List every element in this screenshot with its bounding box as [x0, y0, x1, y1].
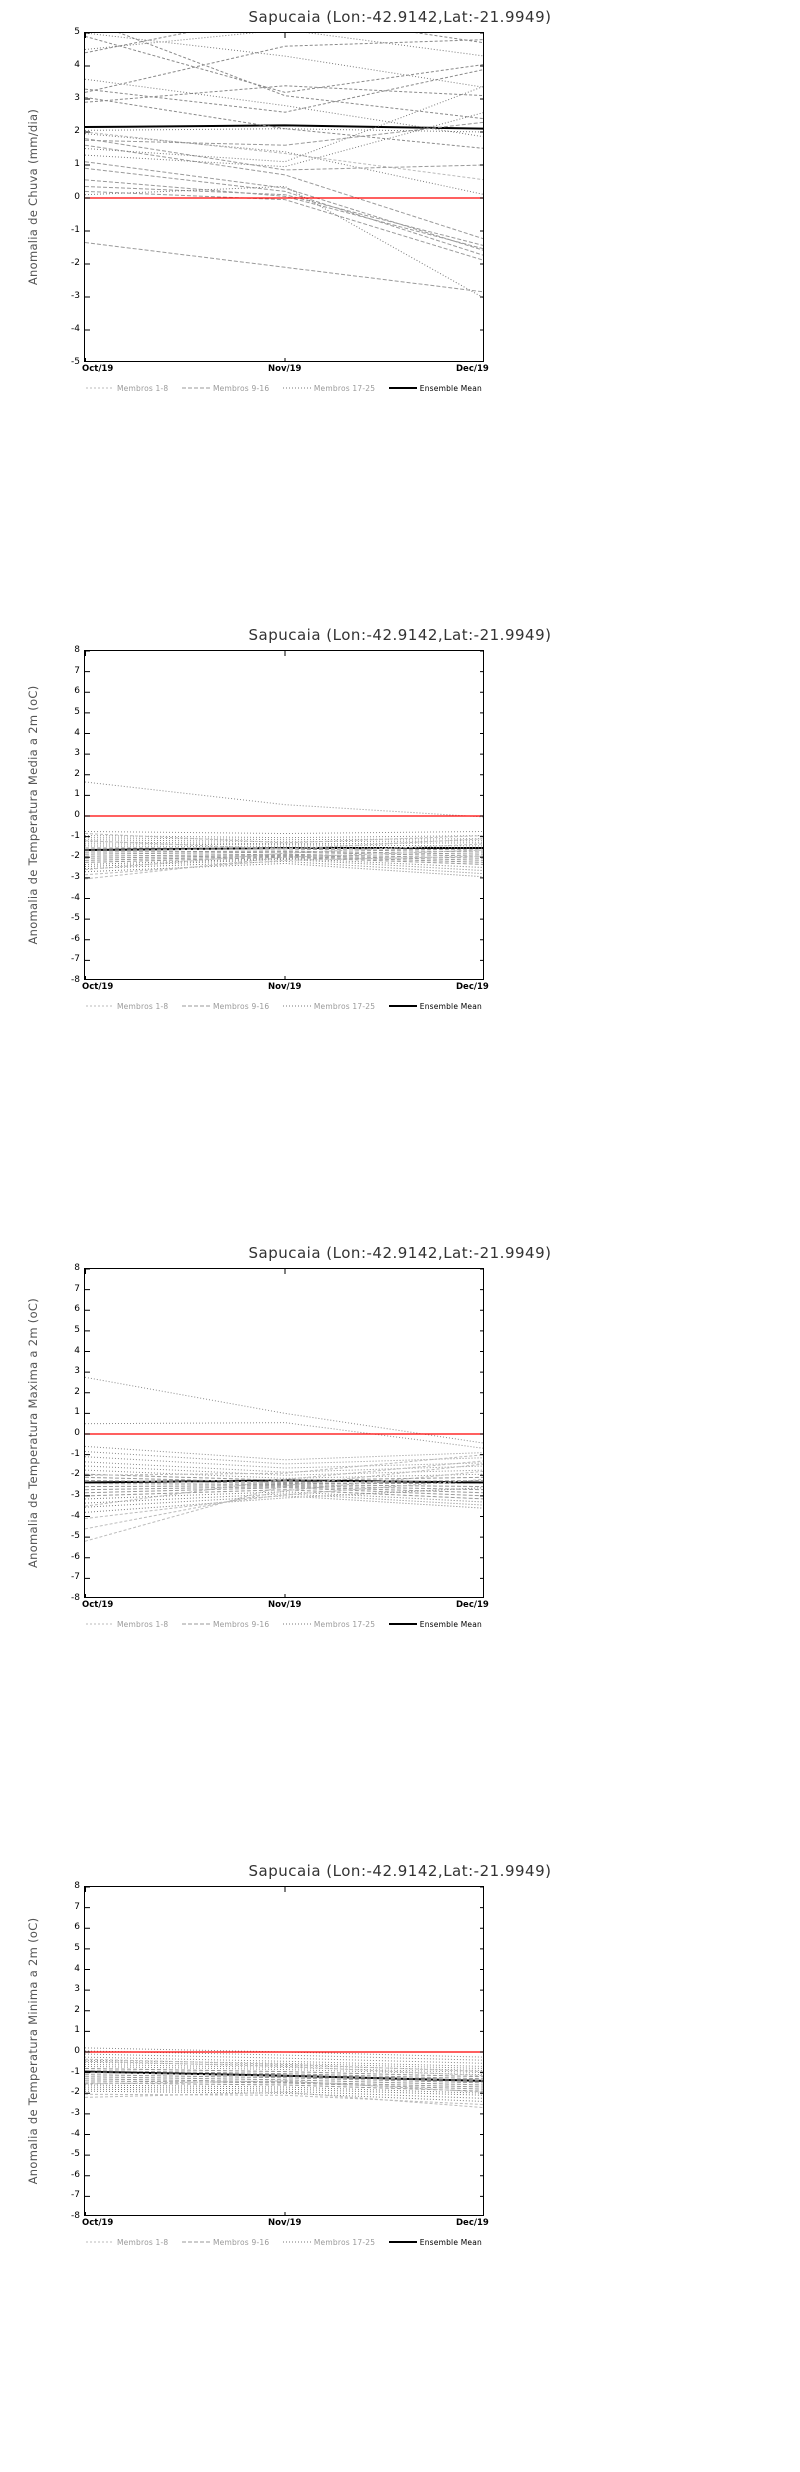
- y-axis-tick-label: 1: [74, 789, 80, 800]
- legend-swatch-icon: [283, 1621, 311, 1627]
- y-axis-tick-label: 7: [74, 1901, 80, 1912]
- y-axis-tick-label: 0: [74, 1428, 80, 1438]
- legend-label: Ensemble Mean: [419, 1001, 482, 1011]
- y-axis-tick-label: -3: [71, 291, 80, 301]
- legend-swatch-icon: [86, 2239, 114, 2245]
- y-axis-tick-label: 1: [74, 159, 80, 169]
- legend-swatch-icon: [86, 1003, 114, 1009]
- y-axis-tick-label: 2: [74, 2004, 80, 2015]
- series-line: [85, 836, 484, 838]
- chart-legend: [84, 2234, 484, 2250]
- legend-swatch-icon: [389, 1003, 417, 1009]
- y-axis-tick-label: 6: [74, 1304, 80, 1315]
- series-line: [85, 838, 484, 840]
- legend-item: [389, 2238, 482, 2247]
- legend-label: Ensemble Mean: [419, 2237, 482, 2247]
- legend-label: Membros 1-8: [117, 1619, 169, 1629]
- legend-label: Ensemble Mean: [419, 383, 482, 393]
- legend-item: [86, 1620, 168, 1629]
- series-line: [85, 858, 484, 867]
- y-axis-tick-label: -1: [71, 2066, 80, 2077]
- legend-swatch-icon: [182, 1621, 210, 1627]
- legend-label: Membros 1-8: [117, 383, 169, 393]
- x-axis-tick-label: Nov/19: [268, 982, 302, 992]
- chart-legend: [84, 380, 484, 396]
- legend-swatch-icon: [389, 2239, 417, 2245]
- y-axis-ticks: [54, 645, 80, 985]
- x-axis-tick-label: Nov/19: [268, 2218, 302, 2228]
- chart-panel-3: [0, 1854, 800, 2472]
- legend-label: Membros 17-25: [313, 1619, 376, 1629]
- legend-swatch-icon: [283, 2239, 311, 2245]
- legend-item: [283, 2238, 375, 2247]
- y-axis-ticks: [54, 1263, 80, 1603]
- y-axis-ticks: [54, 27, 80, 367]
- series-line: [85, 842, 484, 844]
- series-line: [85, 2092, 484, 2107]
- chart-panel-2: [0, 1236, 800, 1854]
- x-axis-tick-label: Oct/19: [82, 2218, 114, 2228]
- x-axis-tick-label: Dec/19: [456, 982, 489, 992]
- legend-item: [182, 384, 269, 393]
- series-line: [85, 1452, 484, 1464]
- x-axis-ticks: [0, 1600, 800, 1614]
- y-axis-tick-label: -7: [71, 1572, 80, 1583]
- legend-item: [182, 2238, 269, 2247]
- series-line: [85, 97, 484, 148]
- y-axis-tick-label: 5: [74, 1324, 80, 1335]
- legend-swatch-icon: [389, 1621, 417, 1627]
- plot-area: [84, 32, 484, 362]
- y-axis-tick-label: 0: [74, 192, 80, 202]
- y-axis-tick-label: -1: [71, 1448, 80, 1459]
- y-axis-tick-label: 4: [74, 60, 80, 70]
- plot-area: [84, 1268, 484, 1598]
- x-axis-tick-label: Oct/19: [82, 1600, 114, 1610]
- legend-item: [86, 384, 168, 393]
- x-axis-tick-label: Nov/19: [268, 1600, 302, 1610]
- series-line: [85, 86, 484, 103]
- y-axis-tick-label: -4: [71, 324, 80, 334]
- y-axis-tick-label: 1: [74, 2025, 80, 2036]
- y-axis-ticks: [54, 1881, 80, 2221]
- y-axis-tick-label: -8: [71, 2211, 80, 2221]
- series-line: [85, 1494, 484, 1505]
- y-axis-tick-label: -7: [71, 954, 80, 965]
- legend-swatch-icon: [182, 2239, 210, 2245]
- legend-label: Membros 1-8: [117, 2237, 169, 2247]
- legend-item: [283, 1620, 375, 1629]
- x-axis-tick-label: Oct/19: [82, 982, 114, 992]
- y-axis-tick-label: 0: [74, 2046, 80, 2056]
- legend-item: [283, 384, 375, 393]
- y-axis-tick-label: 7: [74, 665, 80, 676]
- y-axis-tick-label: 2: [74, 126, 80, 136]
- series-line: [85, 831, 484, 833]
- legend-label: Membros 1-8: [117, 1001, 169, 1011]
- y-axis-tick-label: 1: [74, 1407, 80, 1418]
- legend-item: [389, 1620, 482, 1629]
- x-axis-tick-label: Oct/19: [82, 364, 114, 374]
- legend-swatch-icon: [182, 385, 210, 391]
- y-axis-tick-label: -2: [71, 851, 80, 862]
- legend-label: Membros 17-25: [313, 2237, 376, 2247]
- series-line: [85, 36, 484, 92]
- y-axis-tick-label: 6: [74, 1922, 80, 1933]
- x-axis-tick-label: Nov/19: [268, 364, 302, 374]
- y-axis-tick-label: 6: [74, 686, 80, 697]
- legend-item: [389, 1002, 482, 1011]
- y-axis-tick-label: 4: [74, 1963, 80, 1974]
- legend-label: Membros 9-16: [212, 1619, 270, 1629]
- x-axis-tick-label: Dec/19: [456, 1600, 489, 1610]
- legend-label: Membros 9-16: [212, 1001, 270, 1011]
- plot-area: [84, 1886, 484, 2216]
- y-axis-tick-label: -6: [71, 1551, 80, 1562]
- y-axis-tick-label: -3: [71, 1489, 80, 1500]
- x-axis-tick-label: Dec/19: [456, 2218, 489, 2228]
- y-axis-tick-label: -1: [71, 830, 80, 841]
- y-axis-tick-label: -5: [71, 913, 80, 924]
- legend-label: Membros 9-16: [212, 2237, 270, 2247]
- series-line: [85, 1423, 484, 1449]
- legend-item: [283, 1002, 375, 1011]
- series-line: [85, 243, 484, 292]
- y-axis-tick-label: 0: [74, 810, 80, 820]
- y-axis-tick-label: 5: [74, 27, 80, 37]
- legend-label: Membros 17-25: [313, 1001, 376, 1011]
- y-axis-tick-label: 4: [74, 727, 80, 738]
- chart-panel-1: [0, 618, 800, 1236]
- legend-item: [86, 1002, 168, 1011]
- y-axis-tick-label: 3: [74, 748, 80, 759]
- y-axis-tick-label: -8: [71, 1593, 80, 1603]
- y-axis-tick-label: 2: [74, 1386, 80, 1397]
- legend-swatch-icon: [182, 1003, 210, 1009]
- y-axis-label: Anomalia de Temperatura Maxima a 2m (oC): [26, 1297, 40, 1569]
- y-axis-tick-label: 8: [74, 645, 80, 655]
- y-axis-tick-label: 8: [74, 1881, 80, 1891]
- legend-label: Membros 17-25: [313, 383, 376, 393]
- y-axis-tick-label: 5: [74, 1942, 80, 1953]
- y-axis-tick-label: -6: [71, 2169, 80, 2180]
- series-line: [85, 145, 484, 239]
- chart-title: Sapucaia (Lon:-42.9142,Lat:-21.9949): [248, 1244, 552, 1262]
- y-axis-tick-label: 3: [74, 1984, 80, 1995]
- chart-title: Sapucaia (Lon:-42.9142,Lat:-21.9949): [248, 8, 552, 26]
- chart-legend: [84, 998, 484, 1014]
- y-axis-tick-label: -1: [71, 225, 80, 235]
- y-axis-tick-label: -2: [71, 1469, 80, 1480]
- legend-swatch-icon: [283, 1003, 311, 1009]
- y-axis-tick-label: -7: [71, 2190, 80, 2201]
- series-line: [85, 40, 484, 93]
- chart-title: Sapucaia (Lon:-42.9142,Lat:-21.9949): [248, 626, 552, 644]
- series-line: [85, 2059, 484, 2071]
- y-axis-tick-label: 5: [74, 706, 80, 717]
- legend-item: [389, 384, 482, 393]
- y-axis-tick-label: -5: [71, 1531, 80, 1542]
- series-line: [85, 840, 484, 842]
- x-axis-tick-label: Dec/19: [456, 364, 489, 374]
- chart-panel-0: [0, 0, 800, 618]
- y-axis-tick-label: -4: [71, 892, 80, 903]
- x-axis-ticks: [0, 982, 800, 996]
- legend-swatch-icon: [389, 385, 417, 391]
- legend-label: Ensemble Mean: [419, 1619, 482, 1629]
- y-axis-tick-label: -8: [71, 975, 80, 985]
- y-axis-tick-label: 4: [74, 1345, 80, 1356]
- legend-item: [86, 2238, 168, 2247]
- y-axis-label: Anomalia de Temperatura Media a 2m (oC): [26, 685, 40, 945]
- x-axis-ticks: [0, 2218, 800, 2232]
- y-axis-tick-label: -5: [71, 357, 80, 367]
- legend-item: [182, 1620, 269, 1629]
- y-axis-tick-label: -5: [71, 2149, 80, 2160]
- y-axis-tick-label: -4: [71, 2128, 80, 2139]
- series-line: [85, 782, 484, 817]
- y-axis-tick-label: -3: [71, 871, 80, 882]
- series-line: [85, 844, 484, 846]
- plot-area: [84, 650, 484, 980]
- legend-swatch-icon: [86, 385, 114, 391]
- y-axis-tick-label: -4: [71, 1510, 80, 1521]
- series-line: [85, 180, 484, 249]
- chart-title: Sapucaia (Lon:-42.9142,Lat:-21.9949): [248, 1862, 552, 1880]
- series-line: [85, 186, 484, 245]
- chart-legend: [84, 1616, 484, 1632]
- y-axis-tick-label: -3: [71, 2107, 80, 2118]
- y-axis-tick-label: 2: [74, 768, 80, 779]
- series-line: [85, 1446, 484, 1459]
- x-axis-ticks: [0, 364, 800, 378]
- legend-label: Membros 9-16: [212, 383, 270, 393]
- y-axis-tick-label: 7: [74, 1283, 80, 1294]
- y-axis-tick-label: 3: [74, 93, 80, 103]
- y-axis-tick-label: -6: [71, 933, 80, 944]
- legend-swatch-icon: [86, 1621, 114, 1627]
- legend-swatch-icon: [283, 385, 311, 391]
- legend-item: [182, 1002, 269, 1011]
- y-axis-tick-label: -2: [71, 2087, 80, 2098]
- y-axis-label: Anomalia de Chuva (mm/dia): [26, 108, 40, 286]
- series-line: [85, 129, 484, 132]
- y-axis-tick-label: 8: [74, 1263, 80, 1273]
- y-axis-tick-label: 3: [74, 1366, 80, 1377]
- y-axis-label: Anomalia de Temperatura Minima a 2m (oC): [26, 1917, 40, 2185]
- y-axis-tick-label: -2: [71, 258, 80, 268]
